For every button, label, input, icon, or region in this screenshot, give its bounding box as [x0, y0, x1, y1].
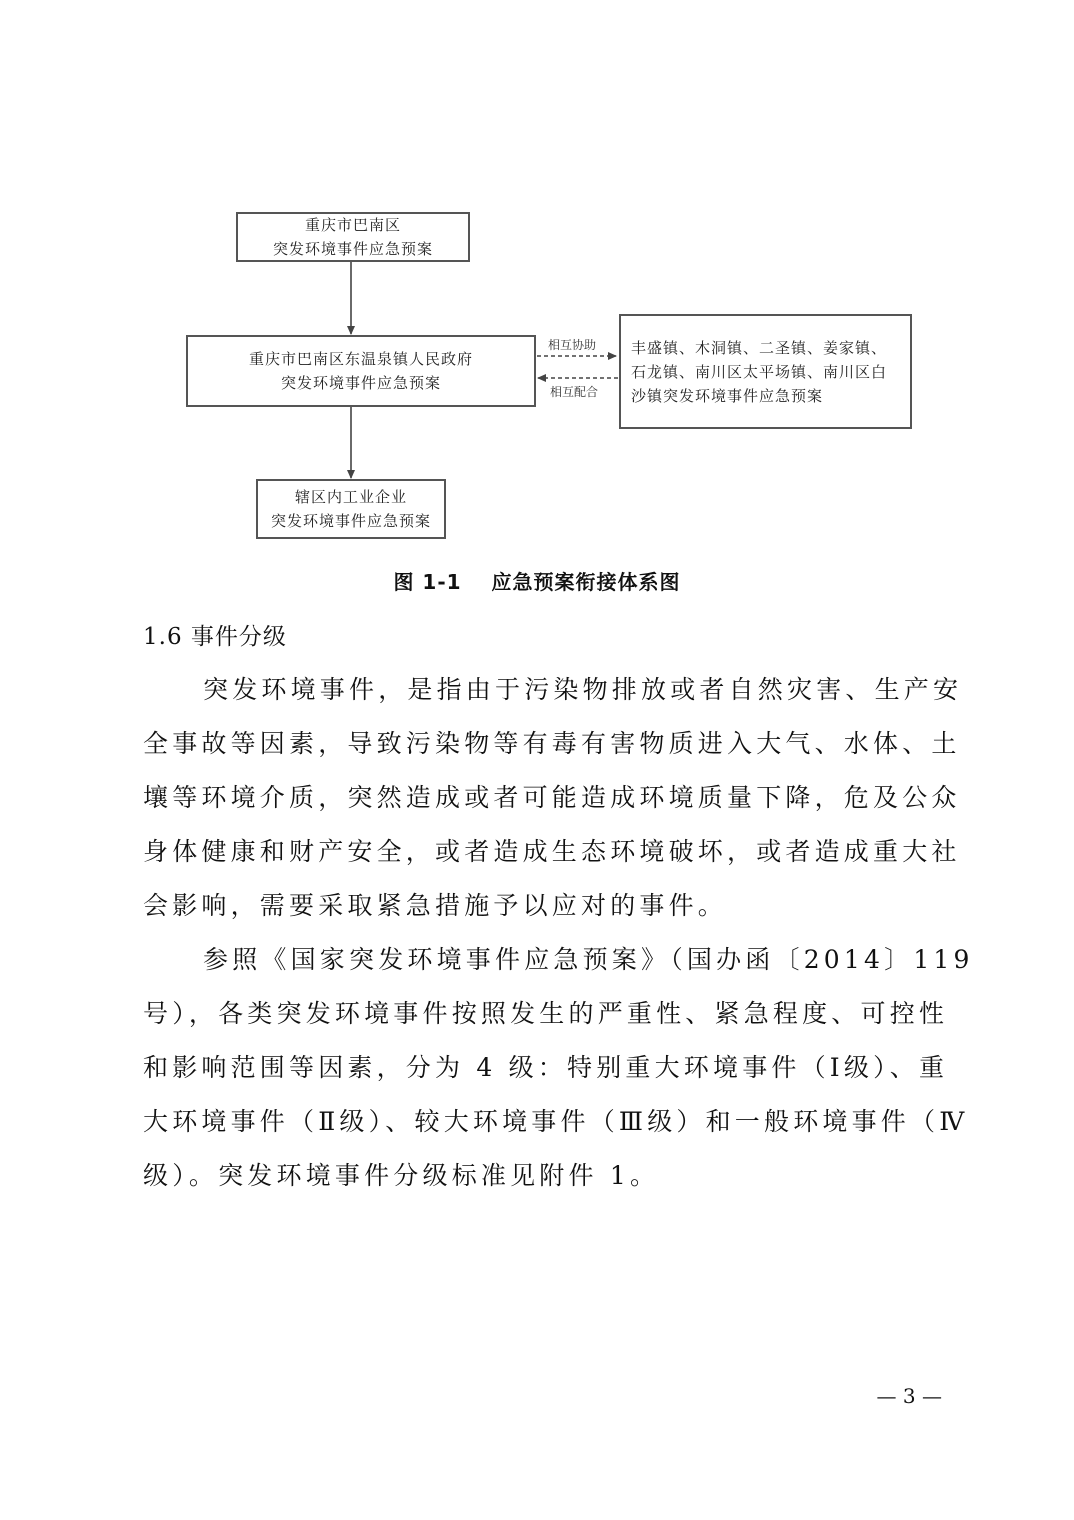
paragraph-definition [143, 663, 963, 933]
box-dongwenquan-town-plan [186, 335, 536, 407]
response-plan-diagram [0, 0, 1074, 560]
diagram-connectors [0, 0, 1074, 560]
figure-caption [0, 566, 1074, 595]
box-line: 突发环境事件应急预案 [272, 240, 433, 258]
paragraph-line: 身体健康和财产安全，或者造成生态环境破坏，或者造成重大社 [143, 837, 961, 866]
box-neighboring-towns-plan [619, 314, 912, 429]
figure-number: 图 1-1 [393, 570, 462, 594]
edge-label-cooperate: 相互配合 [550, 385, 599, 399]
paragraph-line: 突发环境事件，是指由于污染物排放或者自然灾害、生产安 [203, 675, 963, 704]
box-line: 石龙镇、南川区太平场镇、南川区白 [631, 362, 888, 381]
box-line: 沙镇突发环境事件应急预案 [631, 386, 824, 405]
paragraph-classification [143, 933, 974, 1203]
box-industrial-enterprises-plan [256, 479, 446, 539]
box-line: 突发环境事件应急预案 [280, 374, 441, 392]
paragraph-line: 号），各类突发环境事件按照发生的严重性、紧急程度、可控性 [143, 999, 949, 1028]
paragraph-line: 会影响，需要采取紧急措施予以应对的事件。 [143, 891, 728, 920]
box-line: 辖区内工业企业 [294, 488, 407, 506]
paragraph-line: 大环境事件（Ⅱ级）、较大环境事件（Ⅲ级）和一般环境事件（Ⅳ [143, 1107, 969, 1136]
paragraph-line: 和影响范围等因素，分为 4 级：特别重大环境事件（Ⅰ级）、重 [143, 1053, 949, 1082]
box-line: 重庆市巴南区东温泉镇人民政府 [248, 350, 473, 368]
figure-title: 应急预案衔接体系图 [491, 570, 681, 594]
box-banan-district-plan [236, 212, 470, 262]
box-line: 突发环境事件应急预案 [270, 512, 431, 530]
edge-label-coordinate: 相互协助 [548, 338, 597, 352]
section-heading: 1.6 事件分级 [143, 624, 287, 650]
page-number: — 3 — [876, 1384, 942, 1408]
box-line: 丰盛镇、木洞镇、二圣镇、姜家镇、 [631, 338, 888, 357]
paragraph-line: 壤等环境介质，突然造成或者可能造成环境质量下降，危及公众 [143, 783, 961, 812]
box-line: 重庆市巴南区 [304, 216, 401, 234]
paragraph-line: 级）。突发环境事件分级标准见附件 1。 [143, 1161, 660, 1190]
paragraph-line: 全事故等因素，导致污染物等有毒有害物质进入大气、水体、土 [143, 729, 961, 758]
paragraph-line: 参照《国家突发环境事件应急预案》（国办函〔2014〕119 [203, 945, 974, 974]
